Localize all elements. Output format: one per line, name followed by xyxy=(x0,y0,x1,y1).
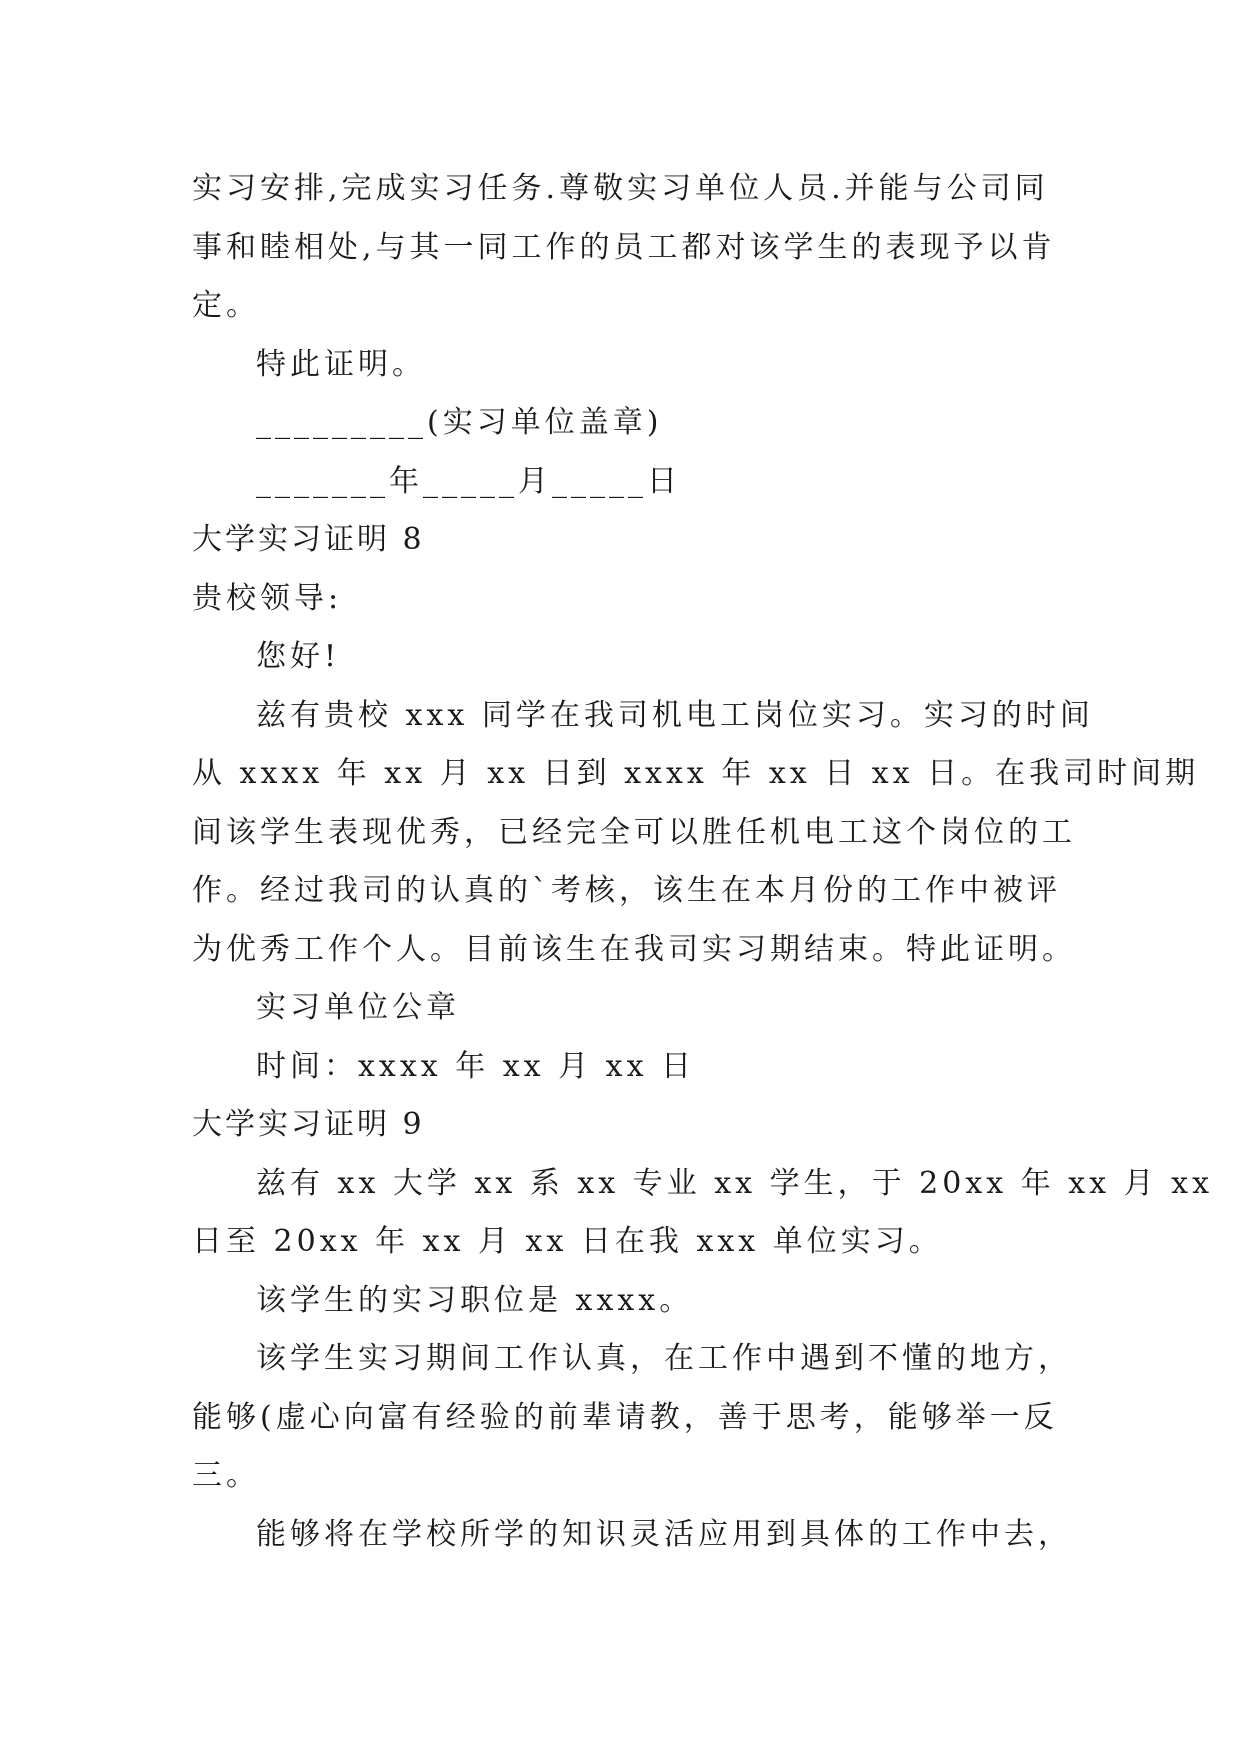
company-seal-label: 实习单位公章 xyxy=(256,990,460,1025)
section-heading-9: 大学实习证明 9 xyxy=(192,1107,425,1142)
paragraph-line: 兹有 xx 大学 xx 系 xx 专业 xx 学生，于 20xx 年 xx 月 xx xyxy=(256,1165,1214,1201)
greeting: 您好! xyxy=(256,639,341,674)
date-line: 时间：xxxx 年 xx 月 xx 日 xyxy=(256,1048,696,1084)
paragraph-line: 兹有贵校 xxx 同学在我司机电工岗位实习。实习的时间 xyxy=(256,697,1094,733)
paragraph-line: 该学生的实习职位是 xxxx。 xyxy=(256,1282,694,1318)
paragraph-line: 能够将在学校所学的知识灵活应用到具体的工作中去， xyxy=(256,1516,1072,1552)
paragraph-line: 该学生实习期间工作认真，在工作中遇到不懂的地方， xyxy=(256,1341,1072,1376)
paragraph-line: 实习安排,完成实习任务.尊敬实习单位人员.并能与公司同 xyxy=(192,171,1049,206)
seal-line: _________(实习单位盖章) xyxy=(256,405,663,440)
closing-statement: 特此证明。 xyxy=(256,346,426,382)
date-blank-line: _______年_____月_____日 xyxy=(256,463,681,499)
paragraph-line: 间该学生表现优秀，已经完全可以胜任机电工这个岗位的工 xyxy=(192,814,1076,850)
paragraph-line: 能够(虚心向富有经验的前辈请教，善于思考，能够举一反 xyxy=(192,1399,1058,1435)
paragraph-line: 日至 20xx 年 xx 月 xx 日在我 xxx 单位实习。 xyxy=(192,1224,943,1259)
section-heading-8: 大学实习证明 8 xyxy=(192,522,425,557)
salutation: 贵校领导: xyxy=(192,580,343,616)
paragraph-line: 定。 xyxy=(192,288,260,323)
paragraph-line: 三。 xyxy=(192,1458,260,1493)
paragraph-line: 作。经过我司的认真的`考核，该生在本月份的工作中被评 xyxy=(192,873,1061,908)
paragraph-line: 为优秀工作个人。目前该生在我司实习期结束。特此证明。 xyxy=(192,931,1076,967)
paragraph-line: 从 xxxx 年 xx 月 xx 日到 xxxx 年 xx 日 xx 日。在我司时间期 xyxy=(192,756,1200,791)
document-body xyxy=(192,160,1214,1564)
paragraph-line: 事和睦相处,与其一同工作的员工都对该学生的表现予以肯 xyxy=(192,229,1056,265)
